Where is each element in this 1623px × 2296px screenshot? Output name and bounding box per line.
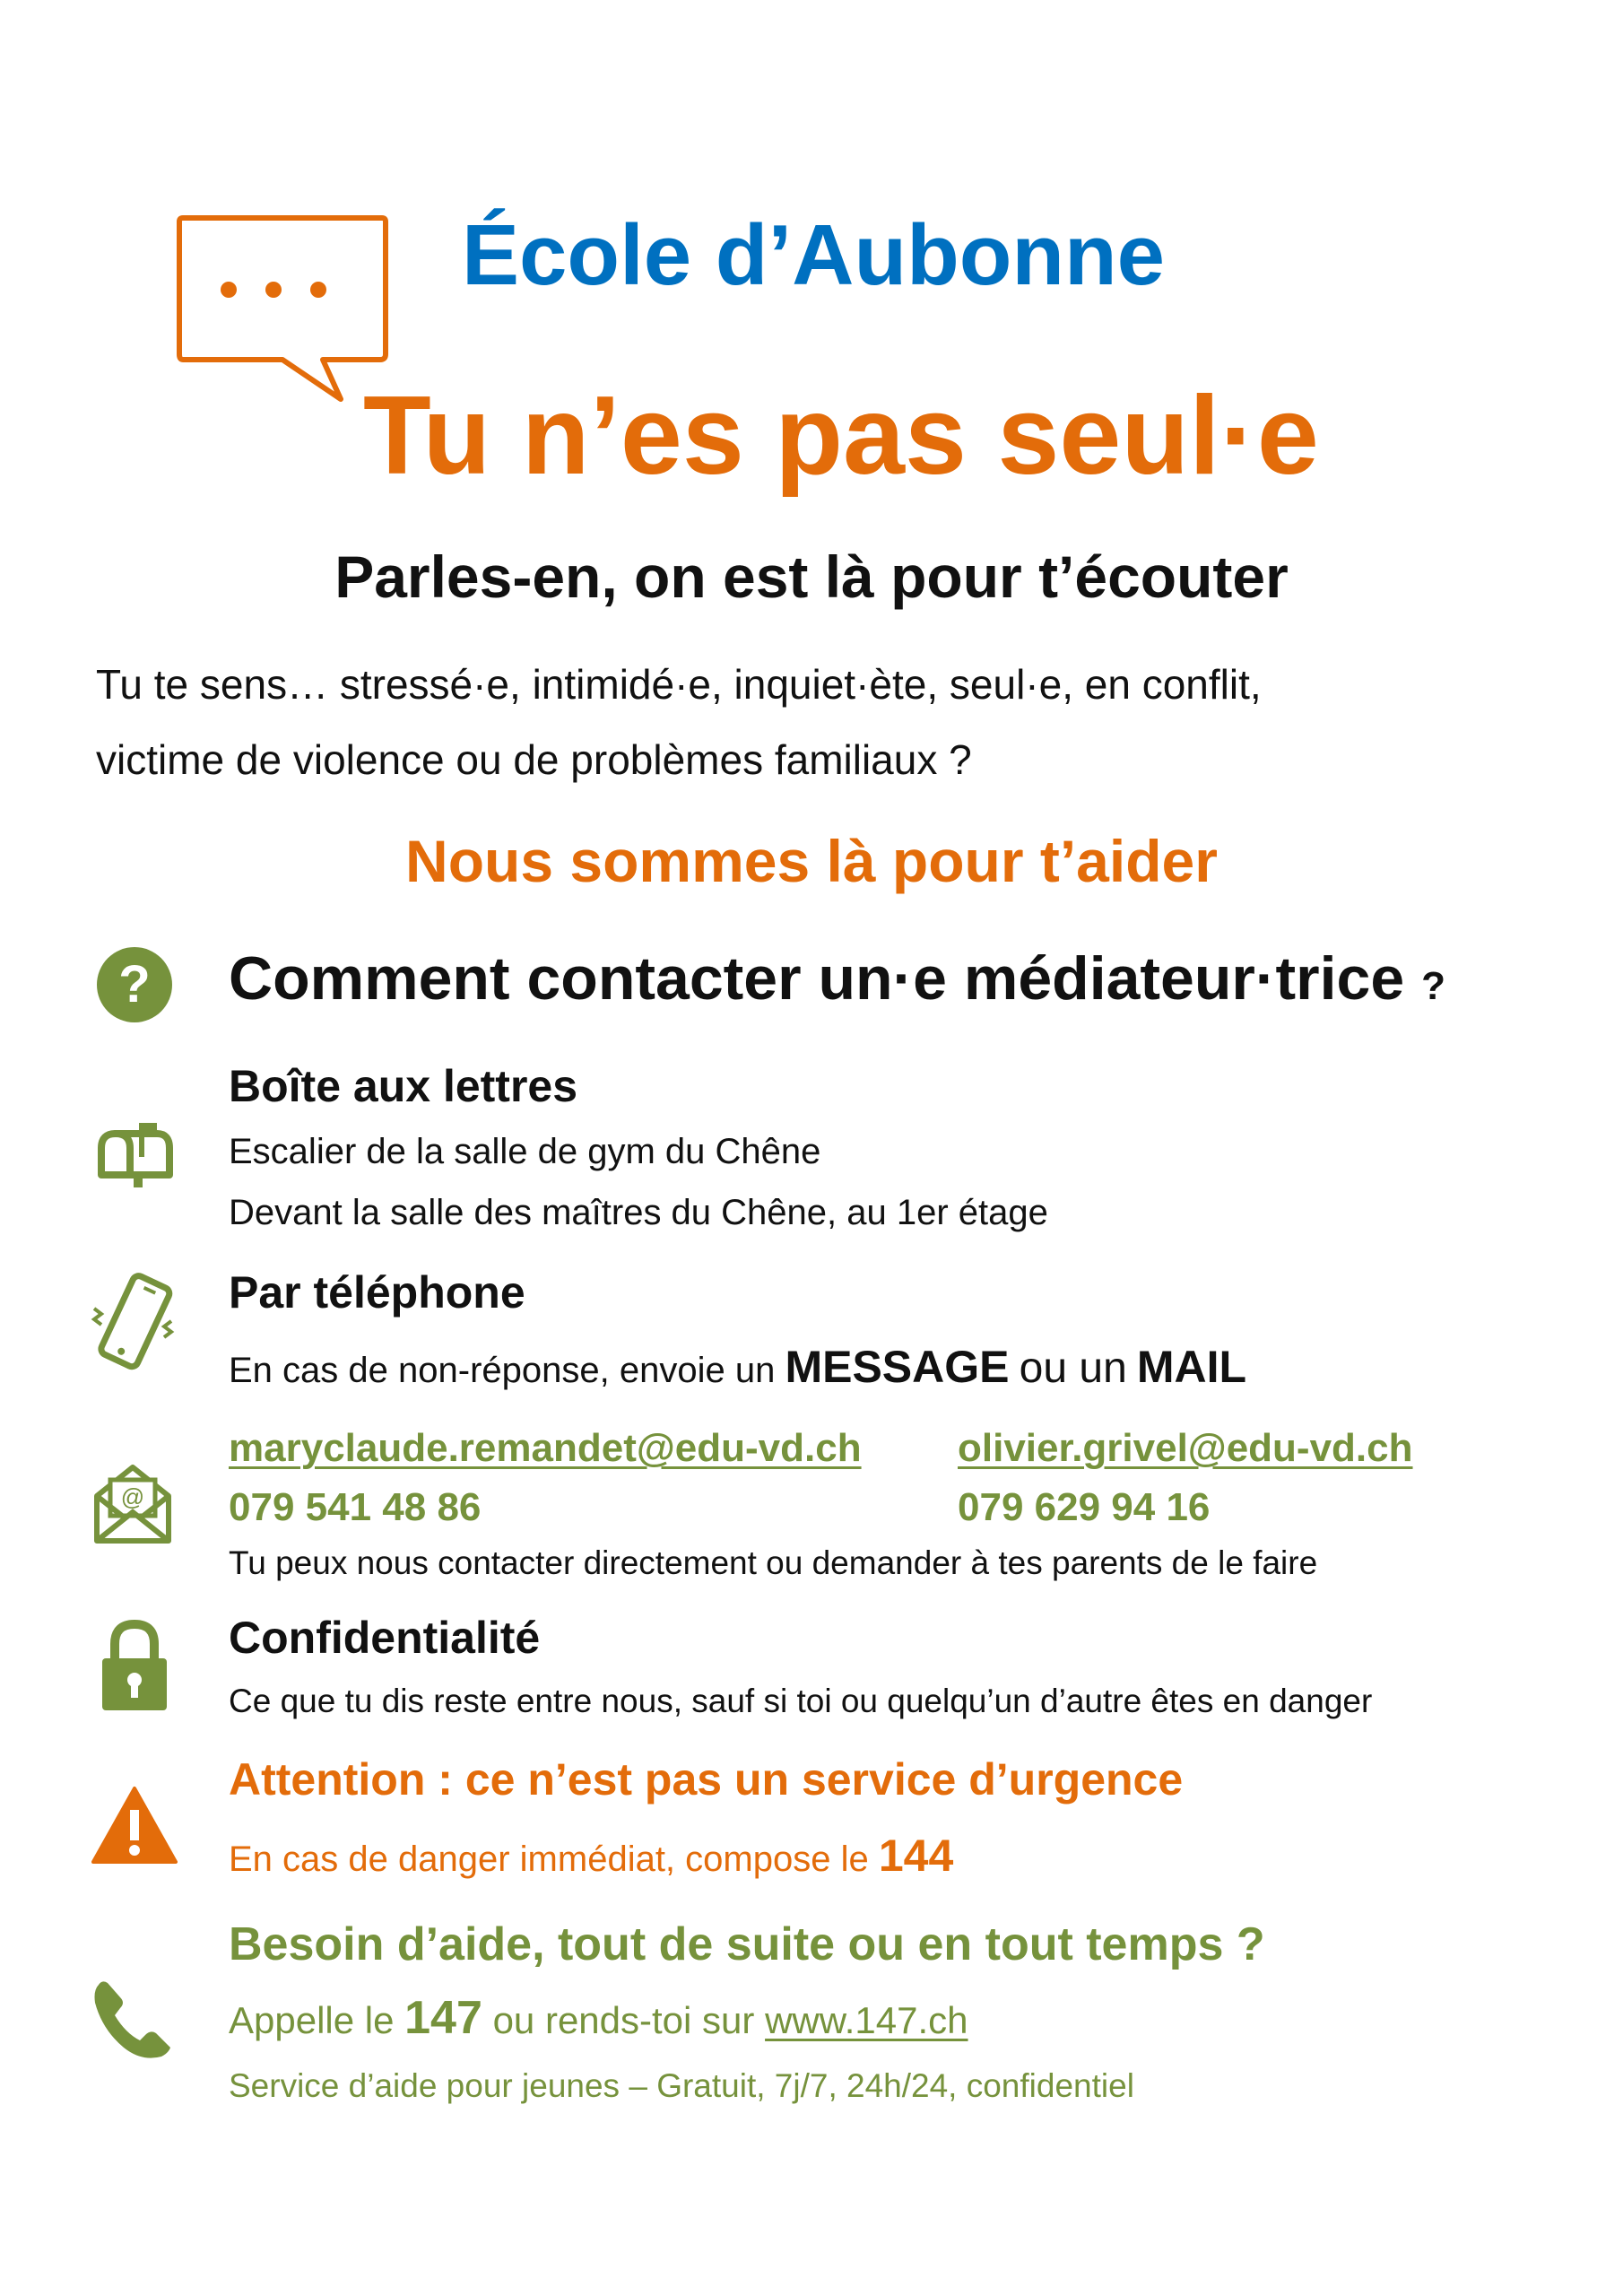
help-middle: ou rends-toi sur	[492, 1999, 755, 2041]
mailbox-line-1: Escalier de la salle de gym du Chêne	[229, 1132, 821, 1171]
school-name: École d’Aubonne	[462, 207, 1166, 303]
svg-text:?: ?	[118, 955, 151, 1013]
warning-text-prefix: En cas de danger immédiat, compose le	[229, 1839, 869, 1879]
contact-heading-mark: ?	[1421, 964, 1445, 1008]
help-line	[229, 1991, 968, 2045]
intro-line-2: victime de violence ou de problèmes familiaux ?	[96, 736, 972, 783]
envelope-at-icon	[92, 1460, 173, 1545]
telephone-handset-icon	[90, 1978, 175, 2063]
email-link-1[interactable]: maryclaude.remandet@edu-vd.ch	[229, 1426, 862, 1470]
warning-triangle-icon	[90, 1785, 179, 1866]
email-link-2[interactable]: olivier.grivel@edu-vd.ch	[958, 1426, 1413, 1470]
help-prefix: Appelle le	[229, 1999, 395, 2041]
contact-heading-text: Comment contacter un·e médiateur·trice	[229, 944, 1405, 1013]
help-footer: Service d’aide pour jeunes – Gratuit, 7j/7, 24h/24, confidentiel	[229, 2067, 1134, 2104]
svg-text:@: @	[120, 1483, 145, 1510]
help-link[interactable]: www.147.ch	[765, 1999, 968, 2041]
subtitle: Parles-en, on est là pour t’écouter	[334, 544, 1289, 610]
mailbox-icon	[94, 1121, 175, 1188]
padlock-icon	[99, 1619, 170, 1713]
intro-line-1: Tu te sens… stressé·e, intimidé·e, inquiet·ète, seul·e, en conflit,	[96, 661, 1262, 708]
phone-note	[229, 1341, 1246, 1393]
smartphone-ringing-icon	[85, 1269, 184, 1377]
mailbox-title: Boîte aux lettres	[229, 1061, 578, 1111]
phone-note-middle: ou un	[1019, 1344, 1127, 1392]
help-heading: Nous sommes là pour t’aider	[405, 828, 1218, 894]
phone-note-message: MESSAGE	[785, 1342, 1010, 1392]
warning-text	[229, 1830, 953, 1882]
phone-note-prefix: En cas de non-réponse, envoie un	[229, 1351, 776, 1390]
help-number: 147	[404, 1992, 482, 2044]
warning-title: Attention : ce n’est pas un service d’urgence	[229, 1754, 1184, 1805]
page-title: Tu n’es pas seul·e	[363, 374, 1319, 498]
mailbox-line-2: Devant la salle des maîtres du Chêne, au 1er étage	[229, 1193, 1048, 1232]
help-title: Besoin d’aide, tout de suite ou en tout temps ?	[229, 1918, 1265, 1970]
confidentiality-text: Ce que tu dis reste entre nous, sauf si toi ou quelqu’un d’autre êtes en danger	[229, 1683, 1373, 1719]
phone-number-2: 079 629 94 16	[958, 1485, 1211, 1529]
contact-heading	[229, 944, 1445, 1013]
confidentiality-title: Confidentialité	[229, 1613, 541, 1663]
phone-note-mail: MAIL	[1136, 1342, 1247, 1392]
phone-title: Par téléphone	[229, 1267, 525, 1318]
speech-bubble-ellipsis-icon	[170, 211, 395, 408]
question-circle-icon	[96, 946, 173, 1023]
email-note: Tu peux nous contacter directement ou demander à tes parents de le faire	[229, 1544, 1318, 1581]
phone-number-1: 079 541 48 86	[229, 1485, 482, 1529]
emergency-number: 144	[878, 1831, 954, 1881]
